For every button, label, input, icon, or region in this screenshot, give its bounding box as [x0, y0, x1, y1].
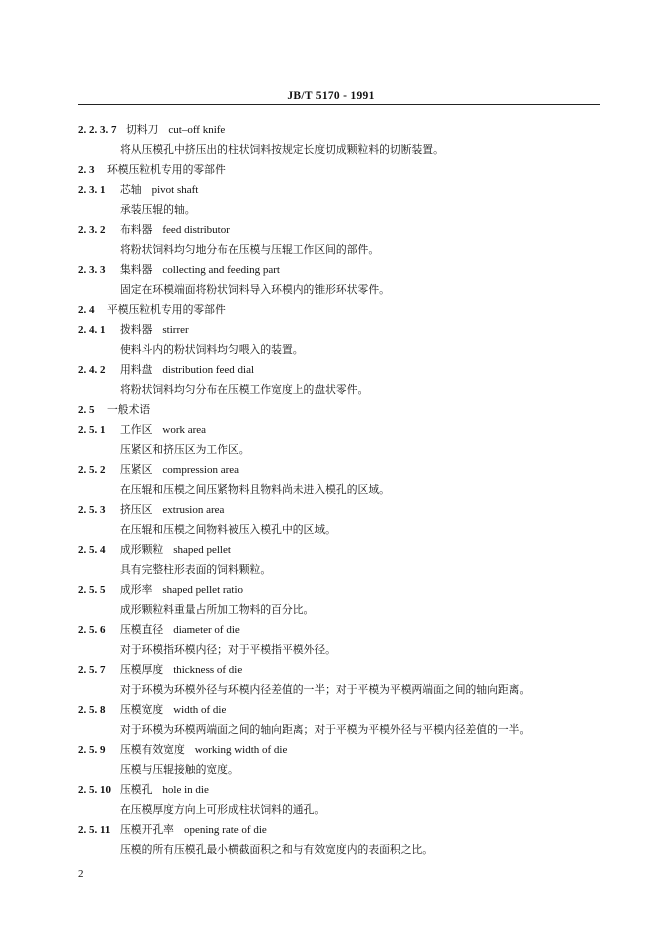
definition-line [0, 640, 662, 660]
clause-number: 2. 5. 11 [78, 824, 111, 836]
term-line [0, 580, 662, 600]
term-title [120, 580, 243, 600]
term-line [0, 120, 662, 140]
term-chinese: 压模开孔率 [120, 823, 174, 836]
term-title [120, 700, 226, 720]
term-title [120, 500, 224, 520]
term-title [120, 540, 231, 560]
term-line [0, 780, 662, 800]
term-line [0, 420, 662, 440]
clause-number: 2. 5 [78, 404, 95, 416]
term-english: stirrer [162, 324, 189, 336]
term-english: extrusion area [162, 504, 225, 516]
term-title [120, 660, 242, 680]
clause-number: 2. 5. 1 [78, 424, 106, 436]
definition-text: 将粉状饲料均匀地分布在压模与压辊工作区间的部件。 [120, 243, 380, 256]
definition-line [0, 200, 662, 220]
term-chinese: 环模压粒机专用的零部件 [107, 163, 226, 176]
definition-text: 在压辊和压模之间压紧物料且物料尚未进入模孔的区域。 [120, 483, 390, 496]
definition-line [0, 380, 662, 400]
term-title [120, 320, 189, 340]
term-line [0, 500, 662, 520]
term-line [0, 540, 662, 560]
term-english: collecting and feeding part [162, 264, 280, 276]
term-title [107, 160, 226, 180]
clause-number: 2. 4 [78, 304, 95, 316]
term-line [0, 460, 662, 480]
term-line [0, 360, 662, 380]
clause-number: 2. 4. 1 [78, 324, 106, 336]
definition-line [0, 760, 662, 780]
definition-line [0, 240, 662, 260]
definition-line [0, 840, 662, 860]
term-chinese: 平模压粒机专用的零部件 [107, 303, 226, 316]
term-english: opening rate of die [183, 824, 267, 836]
clause-number: 2. 4. 2 [78, 364, 106, 376]
definition-text: 压模的所有压模孔最小横截面积之和与有效宽度内的表面积之比。 [120, 843, 434, 856]
section-heading [0, 160, 662, 180]
term-line [0, 740, 662, 760]
term-english: shaped pellet [173, 544, 231, 556]
term-chinese: 布料器 [120, 223, 153, 236]
term-line [0, 180, 662, 200]
term-line [0, 620, 662, 640]
term-english: shaped pellet ratio [162, 584, 244, 596]
clause-number: 2. 5. 7 [78, 664, 106, 676]
definition-line [0, 680, 662, 700]
definition-text: 成形颗粒料重量占所加工物料的百分比。 [120, 603, 315, 616]
term-line [0, 660, 662, 680]
definition-text: 在压辊和压模之间物料被压入模孔中的区域。 [120, 523, 336, 536]
term-english: width of die [173, 704, 227, 716]
definition-line [0, 560, 662, 580]
clause-number: 2. 5. 2 [78, 464, 106, 476]
term-line [0, 220, 662, 240]
clause-number: 2. 5. 4 [78, 544, 106, 556]
term-title [120, 220, 230, 240]
definition-text: 将从压模孔中挤压出的柱状饲料按规定长度切成颗粒料的切断装置。 [120, 143, 444, 156]
term-english: diameter of die [173, 624, 240, 636]
definition-text: 压紧区和挤压区为工作区。 [120, 443, 250, 456]
section-heading [0, 400, 662, 420]
definition-line [0, 280, 662, 300]
clause-number: 2. 5. 3 [78, 504, 106, 516]
definition-text: 对于环模为环模两端面之间的轴向距离；对于平模为平模外径与平模内径差值的一半。 [120, 723, 531, 736]
clause-number: 2. 3. 1 [78, 184, 106, 196]
definition-line [0, 600, 662, 620]
term-english: working width of die [194, 744, 288, 756]
header-rule [78, 104, 600, 105]
term-chinese: 芯轴 [120, 183, 142, 196]
definition-line [0, 480, 662, 500]
definition-line [0, 520, 662, 540]
definition-text: 固定在环模端面将粉状饲料导入环模内的锥形环状零件。 [120, 283, 390, 296]
term-title [107, 400, 150, 420]
term-title [120, 420, 206, 440]
definition-text: 将粉状饲料均匀分布在压模工作宽度上的盘状零件。 [120, 383, 369, 396]
term-chinese: 工作区 [120, 423, 153, 436]
term-line [0, 260, 662, 280]
term-chinese: 压模直径 [120, 623, 164, 636]
term-chinese: 成形率 [120, 583, 153, 596]
term-line [0, 700, 662, 720]
term-english: feed distributor [162, 224, 230, 236]
term-chinese: 集料器 [120, 263, 153, 276]
term-line [0, 320, 662, 340]
definition-line [0, 340, 662, 360]
term-chinese: 挤压区 [120, 503, 153, 516]
term-english: work area [162, 424, 207, 436]
term-english: thickness of die [173, 664, 243, 676]
definition-text: 对于环模为环模外径与环模内径差值的一半；对于平模为平模两端面之间的轴向距离。 [120, 683, 531, 696]
definition-line [0, 140, 662, 160]
section-heading [0, 300, 662, 320]
term-english: pivot shaft [151, 184, 199, 196]
definition-line [0, 800, 662, 820]
definition-text: 对于环模指环模内径；对于平模指平模外径。 [120, 643, 336, 656]
definition-text: 具有完整柱形表面的饲料颗粒。 [120, 563, 272, 576]
term-chinese: 压模厚度 [120, 663, 164, 676]
term-english: cut–off knife [168, 124, 226, 136]
term-chinese: 压模宽度 [120, 703, 164, 716]
definition-text: 承装压辊的轴。 [120, 203, 196, 216]
term-chinese: 一般术语 [107, 403, 151, 416]
term-title [120, 740, 287, 760]
term-english: compression area [162, 464, 240, 476]
term-chinese: 用料盘 [120, 363, 153, 376]
term-chinese: 切料刀 [126, 123, 159, 136]
definition-line [0, 720, 662, 740]
definition-line [0, 440, 662, 460]
clause-number: 2. 5. 8 [78, 704, 106, 716]
term-title [120, 180, 198, 200]
clause-number: 2. 2. 3. 7 [78, 124, 117, 136]
term-title [120, 460, 239, 480]
term-english: hole in die [162, 784, 209, 796]
clause-number: 2. 5. 6 [78, 624, 106, 636]
clause-number: 2. 5. 9 [78, 744, 106, 756]
term-title [107, 300, 226, 320]
term-chinese: 压模有效宽度 [120, 743, 185, 756]
term-title [126, 120, 225, 140]
page-number: 2 [78, 868, 84, 880]
clause-number: 2. 3 [78, 164, 95, 176]
clause-number: 2. 5. 5 [78, 584, 106, 596]
term-chinese: 拨料器 [120, 323, 153, 336]
term-chinese: 压模孔 [120, 783, 153, 796]
term-title [120, 620, 240, 640]
term-chinese: 成形颗粒 [120, 543, 164, 556]
term-title [120, 360, 254, 380]
clause-number: 2. 3. 2 [78, 224, 106, 236]
clause-number: 2. 3. 3 [78, 264, 106, 276]
term-line [0, 820, 662, 840]
term-chinese: 压紧区 [120, 463, 153, 476]
term-title [120, 820, 267, 840]
standard-code-header: JB/T 5170 - 1991 [287, 90, 375, 102]
definition-text: 在压模厚度方向上可形成柱状饲料的通孔。 [120, 803, 326, 816]
term-english: distribution feed dial [162, 364, 255, 376]
term-title [120, 780, 209, 800]
clause-number: 2. 5. 10 [78, 784, 111, 796]
definition-text: 使料斗内的粉状饲料均匀喂入的装置。 [120, 343, 304, 356]
definition-text: 压模与压辊接触的宽度。 [120, 763, 239, 776]
term-title [120, 260, 280, 280]
